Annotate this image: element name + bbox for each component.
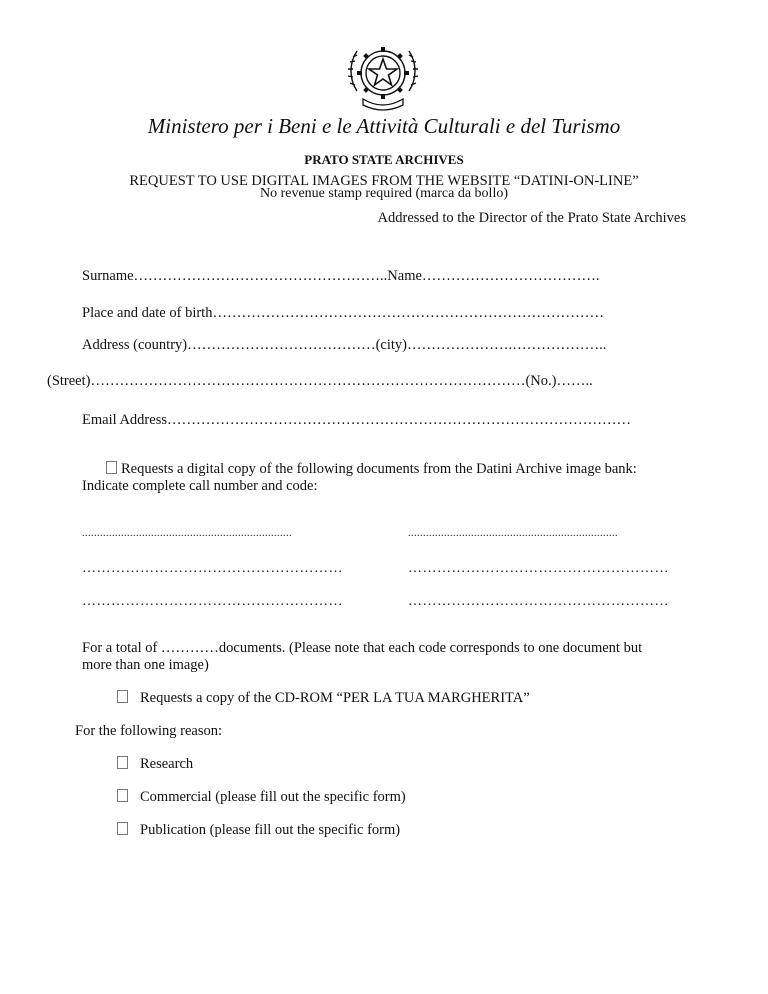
reason-commercial-option[interactable] [117,789,406,806]
reason-label: Research [140,756,194,772]
document-line[interactable]: ...................................................................... [408,528,618,539]
request-title: REQUEST TO USE DIGITAL IMAGES FROM THE WEBSITE “DATINI-ON-LINE” [129,173,639,189]
addressed-to: Addressed to the Director of the Prato State Archives [377,210,686,226]
reason-publication-option[interactable] [117,822,400,839]
total-documents-note: more than one image) [82,657,209,673]
cdrom-label: Requests a copy of the CD-ROM “PER LA TUA MARGHERITA” [140,690,530,706]
digital-copy-checkbox[interactable] [106,461,117,474]
cdrom-option[interactable] [117,690,530,707]
document-line[interactable]: ……………………………………………… [408,594,669,609]
republic-emblem-icon [343,35,423,115]
address-field[interactable]: Address (country)…………………………………(city)………………….……………….. [82,337,607,353]
digital-copy-option[interactable] [106,461,637,478]
commercial-checkbox[interactable] [117,789,128,802]
ministry-title: Ministero per i Beni e le Attività Culturali e del Turismo [147,114,621,138]
reason-label: Commercial (please fill out the specific form) [140,789,406,805]
archives-heading: PRATO STATE ARCHIVES [304,152,464,167]
reason-heading: For the following reason: [75,723,222,739]
birth-field[interactable]: Place and date of birth……………………………………………………………………… [82,305,604,321]
request-subtitle: No revenue stamp required (marca da bollo) [259,186,508,201]
total-documents-text: For a total of …………documents. (Please note that each code corresponds to one document but [82,640,643,656]
street-field[interactable]: (Street)………………………………………………………………………………(No.)…….. [47,373,593,389]
document-line[interactable]: ……………………………………………… [408,561,669,576]
document-line[interactable]: ……………………………………………… [82,594,343,609]
reason-label: Publication (please fill out the specific form) [140,822,401,838]
call-number-instruction: Indicate complete call number and code: [82,478,318,494]
publication-checkbox[interactable] [117,822,128,835]
document-line[interactable]: ……………………………………………… [82,561,343,576]
digital-copy-label: Requests a digital copy of the following documents from the Datini Archive image bank: [121,461,637,477]
email-field[interactable]: Email Address…………………………………………………………………………………… [82,412,631,428]
surname-name-field[interactable]: Surname……………………………………………..Name………………………………. [82,268,600,284]
cdrom-checkbox[interactable] [117,690,128,703]
document-line[interactable]: ...................................................................... [82,528,292,539]
reason-research-option[interactable] [117,756,193,773]
research-checkbox[interactable] [117,756,128,769]
